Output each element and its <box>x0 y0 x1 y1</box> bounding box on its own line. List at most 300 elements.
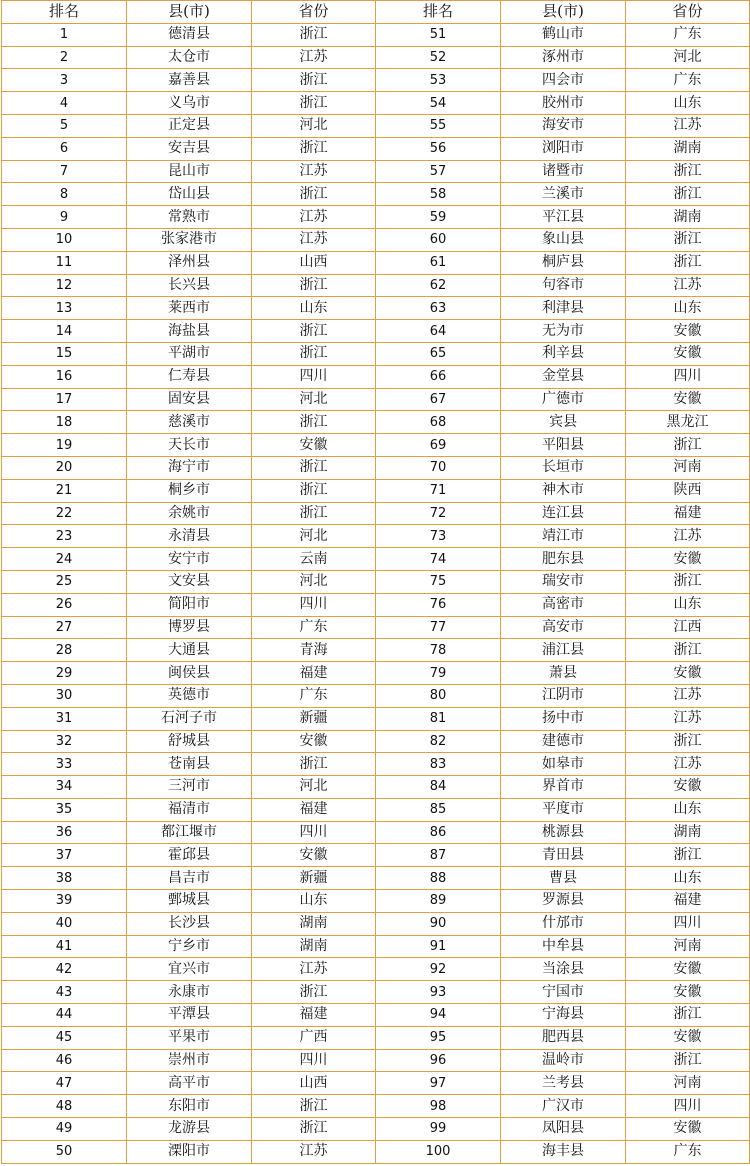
province-cell: 河北 <box>252 570 376 593</box>
rank-cell: 54 <box>376 92 501 115</box>
rank-cell: 37 <box>2 844 127 867</box>
county-cell: 宁乡市 <box>127 935 252 958</box>
province-cell: 安徽 <box>626 776 750 799</box>
province-cell: 浙江 <box>626 183 750 206</box>
province-cell: 山东 <box>626 867 750 890</box>
rank-cell: 77 <box>376 616 501 639</box>
county-cell: 浏阳市 <box>501 137 626 160</box>
rank-cell: 59 <box>376 206 501 229</box>
rank-cell: 11 <box>2 251 127 274</box>
province-cell: 江苏 <box>626 684 750 707</box>
rank-cell: 56 <box>376 137 501 160</box>
table-row <box>2 730 750 753</box>
rank-cell: 57 <box>376 160 501 183</box>
province-cell: 安徽 <box>626 388 750 411</box>
province-cell: 河北 <box>626 46 750 69</box>
province-cell: 江苏 <box>626 753 750 776</box>
province-cell: 湖南 <box>252 935 376 958</box>
province-cell: 安徽 <box>626 320 750 343</box>
rank-cell: 90 <box>376 912 501 935</box>
table-row <box>2 297 750 320</box>
rank-cell: 41 <box>2 935 127 958</box>
county-cell: 义乌市 <box>127 92 252 115</box>
province-cell: 广东 <box>626 1140 750 1163</box>
county-cell: 宜兴市 <box>127 958 252 981</box>
province-cell: 福建 <box>626 890 750 913</box>
county-cell: 象山县 <box>501 228 626 251</box>
table-row <box>2 593 750 616</box>
province-cell: 江苏 <box>252 206 376 229</box>
rank-cell: 32 <box>2 730 127 753</box>
county-cell: 界首市 <box>501 776 626 799</box>
province-cell: 江苏 <box>252 228 376 251</box>
county-cell: 罗源县 <box>501 890 626 913</box>
county-cell: 安宁市 <box>127 548 252 571</box>
rank-cell: 69 <box>376 434 501 457</box>
table-row <box>2 570 750 593</box>
county-cell: 龙游县 <box>127 1118 252 1141</box>
province-cell: 浙江 <box>252 23 376 46</box>
rank-cell: 47 <box>2 1072 127 1095</box>
province-cell: 四川 <box>626 365 750 388</box>
rank-cell: 53 <box>376 69 501 92</box>
rank-cell: 48 <box>2 1095 127 1118</box>
county-cell: 嘉善县 <box>127 69 252 92</box>
table-row <box>2 69 750 92</box>
county-cell: 高密市 <box>501 593 626 616</box>
rank-cell: 86 <box>376 821 501 844</box>
table-row <box>2 92 750 115</box>
rank-cell: 34 <box>2 776 127 799</box>
rank-cell: 88 <box>376 867 501 890</box>
county-cell: 浦江县 <box>501 639 626 662</box>
county-cell: 肥东县 <box>501 548 626 571</box>
county-cell: 大通县 <box>127 639 252 662</box>
province-cell: 福建 <box>252 1004 376 1027</box>
table-row <box>2 342 750 365</box>
province-cell: 湖南 <box>626 137 750 160</box>
rank-cell: 42 <box>2 958 127 981</box>
county-cell: 苍南县 <box>127 753 252 776</box>
county-cell: 涿州市 <box>501 46 626 69</box>
province-cell: 新疆 <box>252 707 376 730</box>
province-cell: 河北 <box>252 776 376 799</box>
rank-cell: 63 <box>376 297 501 320</box>
rank-cell: 95 <box>376 1026 501 1049</box>
province-cell: 浙江 <box>626 160 750 183</box>
rank-cell: 96 <box>376 1049 501 1072</box>
rank-cell: 87 <box>376 844 501 867</box>
table-row <box>2 616 750 639</box>
rank-cell: 27 <box>2 616 127 639</box>
province-cell: 浙江 <box>252 137 376 160</box>
table-row <box>2 320 750 343</box>
county-cell: 舒城县 <box>127 730 252 753</box>
province-cell: 江苏 <box>626 525 750 548</box>
county-cell: 长兴县 <box>127 274 252 297</box>
province-cell: 浙江 <box>252 411 376 434</box>
rank-cell: 22 <box>2 502 127 525</box>
rank-cell: 72 <box>376 502 501 525</box>
county-cell: 太仓市 <box>127 46 252 69</box>
table-row <box>2 981 750 1004</box>
county-cell: 鄄城县 <box>127 890 252 913</box>
province-cell: 青海 <box>252 639 376 662</box>
rank-cell: 99 <box>376 1118 501 1141</box>
county-cell: 如皋市 <box>501 753 626 776</box>
province-cell: 安徽 <box>626 548 750 571</box>
table-row <box>2 1026 750 1049</box>
rank-cell: 39 <box>2 890 127 913</box>
rank-cell: 71 <box>376 479 501 502</box>
province-cell: 江苏 <box>252 160 376 183</box>
province-cell: 四川 <box>626 912 750 935</box>
county-cell: 石河子市 <box>127 707 252 730</box>
province-cell: 安徽 <box>252 730 376 753</box>
county-cell: 利津县 <box>501 297 626 320</box>
table-row <box>2 1072 750 1095</box>
province-cell: 浙江 <box>626 1004 750 1027</box>
county-cell: 永康市 <box>127 981 252 1004</box>
table-row <box>2 662 750 685</box>
table-row <box>2 456 750 479</box>
province-cell: 山东 <box>252 297 376 320</box>
rank-cell: 60 <box>376 228 501 251</box>
county-cell: 天长市 <box>127 434 252 457</box>
county-cell: 平阳县 <box>501 434 626 457</box>
county-cell: 宁海县 <box>501 1004 626 1027</box>
county-cell: 连江县 <box>501 502 626 525</box>
county-cell: 永清县 <box>127 525 252 548</box>
province-cell: 山东 <box>626 92 750 115</box>
county-cell: 博罗县 <box>127 616 252 639</box>
province-cell: 安徽 <box>626 1118 750 1141</box>
province-cell: 云南 <box>252 548 376 571</box>
province-cell: 河南 <box>626 935 750 958</box>
table-row <box>2 114 750 137</box>
province-cell: 新疆 <box>252 867 376 890</box>
rank-cell: 58 <box>376 183 501 206</box>
province-cell: 浙江 <box>252 479 376 502</box>
province-cell: 福建 <box>626 502 750 525</box>
table-header-row <box>2 1 750 24</box>
province-cell: 安徽 <box>626 958 750 981</box>
rank-cell: 25 <box>2 570 127 593</box>
province-cell: 浙江 <box>626 730 750 753</box>
province-cell: 浙江 <box>252 342 376 365</box>
table-row <box>2 935 750 958</box>
rank-cell: 62 <box>376 274 501 297</box>
table-row <box>2 1049 750 1072</box>
county-cell: 利辛县 <box>501 342 626 365</box>
rank-cell: 5 <box>2 114 127 137</box>
rank-cell: 31 <box>2 707 127 730</box>
rank-cell: 17 <box>2 388 127 411</box>
table-row <box>2 639 750 662</box>
county-cell: 曹县 <box>501 867 626 890</box>
county-cell: 昌吉市 <box>127 867 252 890</box>
table-row <box>2 411 750 434</box>
province-cell: 广东 <box>626 23 750 46</box>
table-row <box>2 798 750 821</box>
county-cell: 长垣市 <box>501 456 626 479</box>
rank-cell: 65 <box>376 342 501 365</box>
rank-cell: 40 <box>2 912 127 935</box>
county-cell: 长沙县 <box>127 912 252 935</box>
county-cell: 温岭市 <box>501 1049 626 1072</box>
rank-cell: 14 <box>2 320 127 343</box>
rank-cell: 66 <box>376 365 501 388</box>
rank-cell: 36 <box>2 821 127 844</box>
county-cell: 凤阳县 <box>501 1118 626 1141</box>
province-cell: 江苏 <box>626 274 750 297</box>
rank-cell: 46 <box>2 1049 127 1072</box>
province-cell: 浙江 <box>252 456 376 479</box>
rank-cell: 67 <box>376 388 501 411</box>
county-cell: 东阳市 <box>127 1095 252 1118</box>
rank-cell: 78 <box>376 639 501 662</box>
province-cell: 山东 <box>626 798 750 821</box>
county-cell: 仁寿县 <box>127 365 252 388</box>
county-cell: 慈溪市 <box>127 411 252 434</box>
rank-cell: 43 <box>2 981 127 1004</box>
county-cell: 高平市 <box>127 1072 252 1095</box>
province-cell: 浙江 <box>252 502 376 525</box>
province-cell: 浙江 <box>626 570 750 593</box>
province-cell: 广西 <box>252 1026 376 1049</box>
county-cell: 广汉市 <box>501 1095 626 1118</box>
table-row <box>2 684 750 707</box>
rank-cell: 3 <box>2 69 127 92</box>
rank-cell: 9 <box>2 206 127 229</box>
county-cell: 青田县 <box>501 844 626 867</box>
rank-cell: 94 <box>376 1004 501 1027</box>
rank-cell: 13 <box>2 297 127 320</box>
rank-cell: 81 <box>376 707 501 730</box>
rank-cell: 30 <box>2 684 127 707</box>
county-cell: 鹤山市 <box>501 23 626 46</box>
rank-cell: 80 <box>376 684 501 707</box>
province-cell: 福建 <box>252 798 376 821</box>
county-cell: 常熟市 <box>127 206 252 229</box>
table-row <box>2 365 750 388</box>
province-cell: 浙江 <box>626 434 750 457</box>
rank-cell: 24 <box>2 548 127 571</box>
county-cell: 莱西市 <box>127 297 252 320</box>
county-cell: 句容市 <box>501 274 626 297</box>
rank-cell: 74 <box>376 548 501 571</box>
rank-cell: 38 <box>2 867 127 890</box>
rank-cell: 33 <box>2 753 127 776</box>
table-row <box>2 251 750 274</box>
rank-cell: 70 <box>376 456 501 479</box>
rank-cell: 21 <box>2 479 127 502</box>
county-cell: 什邡市 <box>501 912 626 935</box>
county-cell: 海安市 <box>501 114 626 137</box>
county-cell: 四会市 <box>501 69 626 92</box>
province-cell: 浙江 <box>252 92 376 115</box>
county-cell: 都江堰市 <box>127 821 252 844</box>
province-cell: 陕西 <box>626 479 750 502</box>
county-cell: 三河市 <box>127 776 252 799</box>
rank-cell: 92 <box>376 958 501 981</box>
province-cell: 浙江 <box>252 320 376 343</box>
rank-cell: 49 <box>2 1118 127 1141</box>
rank-cell: 19 <box>2 434 127 457</box>
rank-cell: 89 <box>376 890 501 913</box>
county-cell: 平果市 <box>127 1026 252 1049</box>
province-cell: 安徽 <box>626 662 750 685</box>
province-cell: 山西 <box>252 251 376 274</box>
county-cell: 福清市 <box>127 798 252 821</box>
province-cell: 湖南 <box>626 206 750 229</box>
table-row <box>2 274 750 297</box>
rank-cell: 68 <box>376 411 501 434</box>
county-cell: 中牟县 <box>501 935 626 958</box>
province-cell: 浙江 <box>626 228 750 251</box>
county-cell: 胶州市 <box>501 92 626 115</box>
table-row <box>2 1004 750 1027</box>
province-cell: 浙江 <box>252 1118 376 1141</box>
province-cell: 浙江 <box>252 69 376 92</box>
rank-cell: 75 <box>376 570 501 593</box>
rank-cell: 12 <box>2 274 127 297</box>
rank-cell: 8 <box>2 183 127 206</box>
county-cell: 泽州县 <box>127 251 252 274</box>
province-cell: 广东 <box>252 616 376 639</box>
county-cell: 余姚市 <box>127 502 252 525</box>
table-row <box>2 479 750 502</box>
county-cell: 广德市 <box>501 388 626 411</box>
county-cell: 平江县 <box>501 206 626 229</box>
county-cell: 高安市 <box>501 616 626 639</box>
province-cell: 浙江 <box>252 183 376 206</box>
table-row <box>2 388 750 411</box>
rank-cell: 4 <box>2 92 127 115</box>
county-cell: 正定县 <box>127 114 252 137</box>
rank-cell: 2 <box>2 46 127 69</box>
county-cell: 张家港市 <box>127 228 252 251</box>
province-cell: 河南 <box>626 456 750 479</box>
rank-cell: 61 <box>376 251 501 274</box>
province-cell: 湖南 <box>252 912 376 935</box>
province-cell: 山东 <box>626 593 750 616</box>
county-cell: 平湖市 <box>127 342 252 365</box>
province-cell: 河北 <box>252 388 376 411</box>
county-cell: 诸暨市 <box>501 160 626 183</box>
county-cell: 宾县 <box>501 411 626 434</box>
table-row <box>2 753 750 776</box>
rank-cell: 44 <box>2 1004 127 1027</box>
rank-cell: 45 <box>2 1026 127 1049</box>
table-row <box>2 525 750 548</box>
province-cell: 河北 <box>252 114 376 137</box>
province-cell: 浙江 <box>626 251 750 274</box>
county-cell: 建德市 <box>501 730 626 753</box>
table-row <box>2 1095 750 1118</box>
rank-cell: 97 <box>376 1072 501 1095</box>
province-cell: 四川 <box>252 365 376 388</box>
table-row <box>2 548 750 571</box>
rank-cell: 10 <box>2 228 127 251</box>
county-cell: 金堂县 <box>501 365 626 388</box>
table-row <box>2 707 750 730</box>
county-cell: 海宁市 <box>127 456 252 479</box>
county-ranking-table <box>1 0 750 1164</box>
rank-cell: 85 <box>376 798 501 821</box>
header-rank-left: 排名 <box>2 1 127 24</box>
county-cell: 闽侯县 <box>127 662 252 685</box>
county-cell: 神木市 <box>501 479 626 502</box>
table-row <box>2 206 750 229</box>
province-cell: 安徽 <box>252 844 376 867</box>
county-cell: 安吉县 <box>127 137 252 160</box>
province-cell: 四川 <box>252 593 376 616</box>
county-cell: 瑞安市 <box>501 570 626 593</box>
province-cell: 山西 <box>252 1072 376 1095</box>
county-cell: 江阴市 <box>501 684 626 707</box>
table-row <box>2 890 750 913</box>
province-cell: 安徽 <box>626 981 750 1004</box>
table-row <box>2 776 750 799</box>
province-cell: 江苏 <box>626 114 750 137</box>
province-cell: 浙江 <box>252 1095 376 1118</box>
table-row <box>2 23 750 46</box>
county-cell: 简阳市 <box>127 593 252 616</box>
rank-cell: 23 <box>2 525 127 548</box>
county-cell: 宁国市 <box>501 981 626 1004</box>
province-cell: 河北 <box>252 525 376 548</box>
rank-cell: 64 <box>376 320 501 343</box>
table-row <box>2 821 750 844</box>
county-cell: 霍邱县 <box>127 844 252 867</box>
county-cell: 靖江市 <box>501 525 626 548</box>
rank-cell: 76 <box>376 593 501 616</box>
county-cell: 平度市 <box>501 798 626 821</box>
province-cell: 江苏 <box>252 1140 376 1163</box>
table-row <box>2 867 750 890</box>
province-cell: 湖南 <box>626 821 750 844</box>
rank-cell: 50 <box>2 1140 127 1163</box>
rank-cell: 18 <box>2 411 127 434</box>
province-cell: 河南 <box>626 1072 750 1095</box>
province-cell: 江苏 <box>626 707 750 730</box>
county-cell: 英德市 <box>127 684 252 707</box>
rank-cell: 20 <box>2 456 127 479</box>
rank-cell: 98 <box>376 1095 501 1118</box>
county-cell: 固安县 <box>127 388 252 411</box>
rank-cell: 7 <box>2 160 127 183</box>
rank-cell: 15 <box>2 342 127 365</box>
header-province-right: 省份 <box>626 1 750 24</box>
county-cell: 桃源县 <box>501 821 626 844</box>
province-cell: 浙江 <box>626 844 750 867</box>
province-cell: 广东 <box>252 684 376 707</box>
header-province-left: 省份 <box>252 1 376 24</box>
province-cell: 江苏 <box>252 46 376 69</box>
province-cell: 福建 <box>252 662 376 685</box>
province-cell: 安徽 <box>626 342 750 365</box>
table-row <box>2 434 750 457</box>
table-row <box>2 228 750 251</box>
rank-cell: 1 <box>2 23 127 46</box>
table-row <box>2 1118 750 1141</box>
county-cell: 溧阳市 <box>127 1140 252 1163</box>
rank-cell: 16 <box>2 365 127 388</box>
province-cell: 浙江 <box>252 753 376 776</box>
rank-cell: 84 <box>376 776 501 799</box>
county-cell: 当涂县 <box>501 958 626 981</box>
